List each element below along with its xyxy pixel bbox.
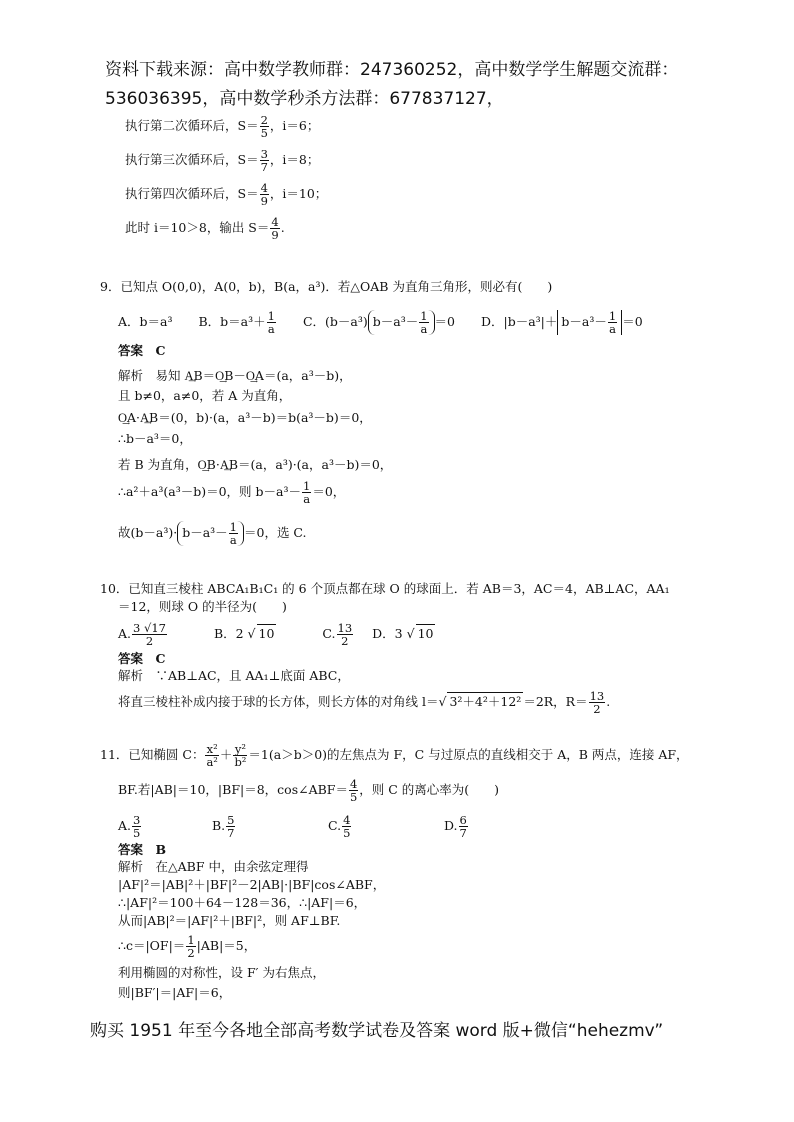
q11-solution-7: 则|BF′|＝|AF|＝6， <box>118 985 232 1000</box>
q11-solution-1: 解析 在△ABF 中，由余弦定理得 <box>118 859 309 874</box>
loop-step-3: 执行第三次循环后，S＝ $\frac{3}{7}$ ，i＝8； <box>125 147 320 174</box>
q11-solution-6: 利用椭圆的对称性，设 F′ 为右焦点， <box>118 965 325 980</box>
q11-answer: 答案 B <box>118 842 167 857</box>
q9-option-b: B．b＝a³＋ $\frac{1}{a}$ <box>198 309 275 336</box>
q11-stem-2: BF.若|AB|＝10，|BF|＝8，cos∠ABF＝ $\frac{4}{5}$ ，则 C 的离心率为( ) <box>118 777 500 804</box>
q10-option-b: B．2 √ 10 <box>213 626 275 641</box>
q9-option-d: D．|b－a³|＋ b－a³－ $\frac{1}{a}$ ＝0 <box>480 309 643 336</box>
q9-solution-3: O͢A·A͢B＝(0，b)·(a，a³－b)＝b(a³－b)＝0， <box>118 410 372 425</box>
q11-options <box>118 814 469 839</box>
q11-option-c: C. $\frac{4}{5}$ <box>327 813 351 840</box>
q9-solution-1: 解析 易知 A͢B＝O͢B－O͢A＝(a，a³－b)， <box>118 368 352 383</box>
q9-stem: 9．已知点 O(0,0)，A(0，b)，B(a，a³)．若△OAB 为直角三角形，则必有( ) <box>100 279 553 294</box>
q11-solution-2: |AF|²＝|AB|²＋|BF|²－2|AB|·|BF|cos∠ABF， <box>118 877 386 892</box>
q9-solution-5: 若 B 为直角，O͢B·A͢B＝(a，a³)·(a，a³－b)＝0， <box>118 457 393 472</box>
q11-solution-5: ∴c＝|OF|＝ $\frac{1}{2}$ |AB|＝5， <box>118 933 257 960</box>
q11-option-a: A. $\frac{3}{5}$ <box>118 813 141 840</box>
q10-option-a: A. $\frac{3 √17}{2}$ <box>118 621 166 648</box>
header-line-1: 资料下载来源：高中数学教师群：247360252，高中数学学生解题交流群： <box>105 60 679 80</box>
q9-solution-2: 且 b≠0，a≠0，若 A 为直角， <box>118 388 292 403</box>
q9-solution-6: ∴a²＋a³(a³－b)＝0，则 b－a³－ $\frac{1}{a}$ ＝0， <box>118 479 346 506</box>
q10-solution-1: 解析 ∵AB⊥AC，且 AA₁⊥底面 ABC， <box>118 668 350 683</box>
q10-solution-2: 将直三棱柱补成内接于球的长方体，则长方体的对角线 l＝√ 3²＋4²＋12² ＝2R，R＝ $\frac{13}{2}$ . <box>118 689 611 716</box>
q9-option-c: C．(b－a³) b－a³－ $\frac{1}{a}$ ＝0 <box>302 309 455 336</box>
q10-stem-1: 10．已知直三棱柱 ABCA₁B₁C₁ 的 6 个顶点都在球 O 的球面上．若 AB＝3，AC＝4，AB⊥AC，AA₁ <box>100 581 670 596</box>
q9-answer: 答案 C <box>118 343 166 358</box>
q9-option-a: A．b＝a³ <box>118 314 173 329</box>
header-line-2: 536036395，高中数学秒杀方法群：677837127， <box>105 89 504 109</box>
q11-option-d: D. $\frac{6}{7}$ <box>443 813 467 840</box>
loop-step-4: 执行第四次循环后，S＝ $\frac{4}{9}$ ，i＝10； <box>125 181 328 208</box>
q10-options <box>118 622 435 647</box>
q10-option-d: D．3 √ 10 <box>372 626 434 641</box>
loop-output: 此时 i＝10＞8，输出 S＝ $\frac{4}{9}$ . <box>125 215 285 242</box>
q9-solution-4: ∴b－a³＝0， <box>118 431 192 446</box>
q9-solution-7: 故(b－a³)· b－a³－ $\frac{1}{a}$ ＝0，选 C. <box>118 520 307 547</box>
q11-solution-3: ∴|AF|²＝100＋64－128＝36，∴|AF|＝6， <box>118 895 367 910</box>
q11-option-b: B. $\frac{5}{7}$ <box>211 813 235 840</box>
q10-stem-2: ＝12，则球 O 的半径为( ) <box>118 599 287 614</box>
loop-step-2: 执行第二次循环后，S＝ $\frac{2}{5}$ ，i＝6； <box>125 113 320 140</box>
q10-option-c: C. $\frac{13}{2}$ <box>322 621 353 648</box>
q11-solution-4: 从而|AB|²＝|AF|²＋|BF|²，则 AF⊥BF. <box>118 913 341 928</box>
q10-answer: 答案 C <box>118 651 166 666</box>
q9-options <box>118 310 643 335</box>
q11-stem-1: 11．已知椭圆 C： $\frac{\text{x²}}{\text{a²}}$ ＋ $\frac{\text{y²}}{\text{b²}}$ ＝1(a＞b＞0)的左焦点为 F，C 与过原点的直线相交于 A，B 两点，连接 AF， <box>100 742 689 769</box>
source-header <box>105 56 745 114</box>
purchase-footer: 购买 1951 年至今各地全部高考数学试卷及答案 word 版+微信“hehezmv” <box>90 1021 664 1041</box>
